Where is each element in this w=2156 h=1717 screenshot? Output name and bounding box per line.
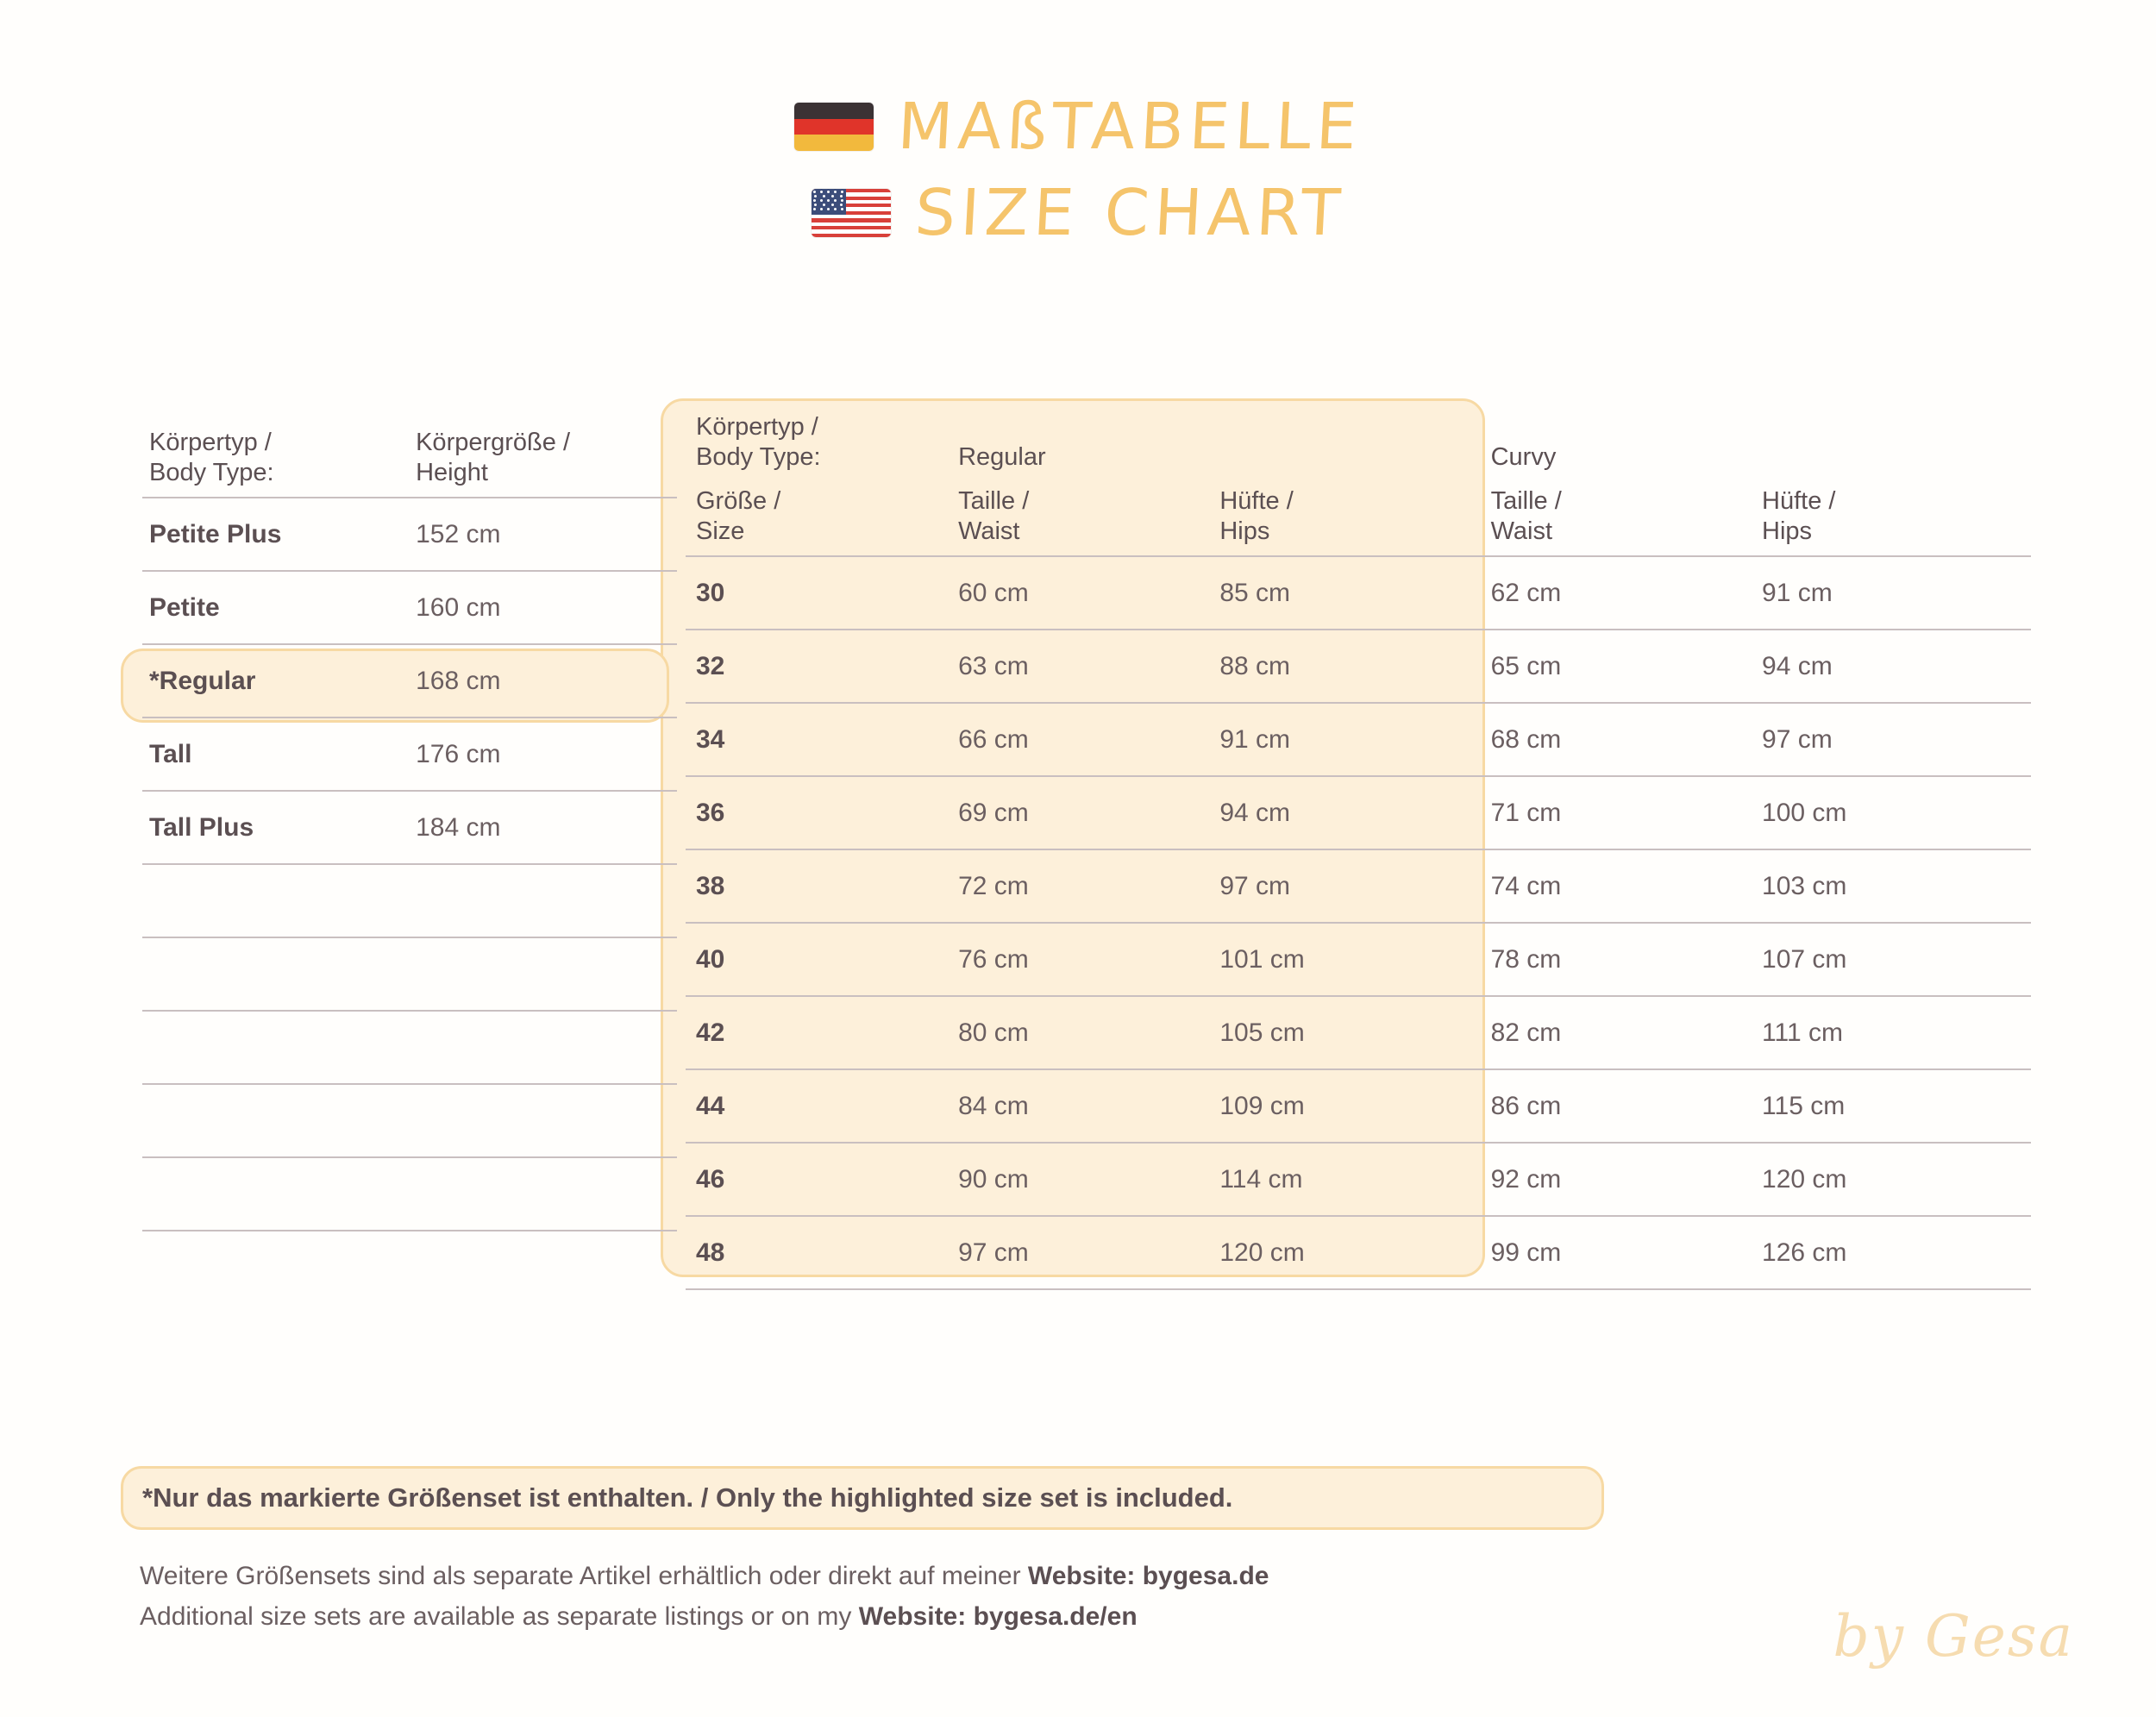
footer-line-en-prefix: Additional size sets are available as separate listings or on my [140, 1601, 859, 1631]
size-value: 44 [686, 1069, 958, 1143]
page-title-en: SIZE CHART [912, 176, 1347, 250]
size-value: 48 [686, 1216, 958, 1289]
table-row [686, 703, 2031, 776]
header-body-type-right-line1: Körpertyp / [696, 413, 818, 442]
body-type-label: *Regular [142, 644, 409, 718]
table-row [142, 791, 677, 864]
body-type-label: Tall [142, 718, 409, 791]
curvy-hips-value: 100 cm [1752, 776, 2031, 849]
included-set-note-text: *Nur das markierte Größenset ist enthalten. / Only the highlighted size set is included. [142, 1482, 1233, 1513]
regular-waist-value: 66 cm [958, 703, 1219, 776]
footer-line-en [140, 1597, 1692, 1638]
table-row [686, 923, 2031, 996]
title-block [0, 90, 2156, 267]
table-row-empty [142, 937, 677, 1011]
table-row [686, 849, 2031, 923]
title-row-english [0, 176, 2156, 250]
included-set-note [121, 1466, 1604, 1530]
curvy-hips-value: 103 cm [1752, 849, 2031, 923]
body-type-table [142, 405, 677, 1231]
curvy-hips-value: 120 cm [1752, 1143, 2031, 1216]
curvy-hips-value: 94 cm [1752, 630, 2031, 703]
brand-signature: by Gesa [1833, 1603, 2074, 1670]
table-row [686, 630, 2031, 703]
table-row-empty [142, 1011, 677, 1084]
table-row [142, 718, 677, 791]
table-row [686, 1216, 2031, 1289]
header-height-line1: Körpergröße / [416, 429, 571, 457]
size-value: 46 [686, 1143, 958, 1216]
header-body-type-line2: Body Type: [149, 459, 274, 487]
table-row [686, 1143, 2031, 1216]
header-body-type-line1: Körpertyp / [149, 429, 272, 457]
footer-line-de-website: Website: bygesa.de [1027, 1562, 1269, 1590]
size-value: 34 [686, 703, 958, 776]
header-height [409, 405, 677, 498]
curvy-waist-value: 86 cm [1481, 1069, 1752, 1143]
regular-hips-value: 105 cm [1219, 996, 1480, 1069]
table-row [686, 776, 2031, 849]
footer-line-de-prefix: Weitere Größensets sind als separate Artikel erhältlich oder direkt auf meiner [140, 1562, 1028, 1590]
header-size-line1: Größe / [696, 487, 781, 516]
header-regular-waist-line1: Taille / [958, 487, 1030, 516]
curvy-waist-value: 62 cm [1481, 556, 1752, 630]
regular-hips-value: 109 cm [1219, 1069, 1480, 1143]
regular-hips-value: 120 cm [1219, 1216, 1480, 1289]
size-value: 32 [686, 630, 958, 703]
table-row [686, 996, 2031, 1069]
curvy-waist-value: 65 cm [1481, 630, 1752, 703]
curvy-waist-value: 99 cm [1481, 1216, 1752, 1289]
curvy-hips-value: 115 cm [1752, 1069, 2031, 1143]
header-size-line2: Size [696, 517, 745, 546]
table-row [142, 498, 677, 571]
curvy-hips-value: 111 cm [1752, 996, 2031, 1069]
body-height-value: 168 cm [409, 644, 677, 718]
header-curvy-waist-line1: Taille / [1490, 487, 1562, 516]
header-regular-waist [958, 478, 1219, 556]
curvy-waist-value: 82 cm [1481, 996, 1752, 1069]
body-height-value: 160 cm [409, 571, 677, 644]
curvy-hips-value: 97 cm [1752, 703, 2031, 776]
curvy-hips-value: 107 cm [1752, 923, 2031, 996]
header-regular-hips-line2: Hips [1219, 517, 1270, 546]
size-value: 38 [686, 849, 958, 923]
body-type-label: Petite [142, 571, 409, 644]
header-height-line2: Height [416, 459, 488, 487]
curvy-waist-value: 92 cm [1481, 1143, 1752, 1216]
header-regular-waist-line2: Waist [958, 517, 1020, 546]
table-row-highlighted [142, 644, 677, 718]
table-row [686, 1069, 2031, 1143]
header-regular-hips-line1: Hüfte / [1219, 487, 1294, 516]
regular-waist-value: 80 cm [958, 996, 1219, 1069]
group-header-curvy: Curvy [1490, 443, 1557, 472]
table-row [142, 571, 677, 644]
header-curvy-waist [1481, 478, 1752, 556]
body-height-value: 152 cm [409, 498, 677, 571]
header-size [686, 478, 958, 556]
header-curvy-hips [1752, 478, 2031, 556]
regular-hips-value: 91 cm [1219, 703, 1480, 776]
size-value: 30 [686, 556, 958, 630]
body-height-value: 184 cm [409, 791, 677, 864]
footer-line-de [140, 1557, 1692, 1597]
size-value: 40 [686, 923, 958, 996]
regular-waist-value: 76 cm [958, 923, 1219, 996]
regular-hips-value: 85 cm [1219, 556, 1480, 630]
regular-waist-value: 63 cm [958, 630, 1219, 703]
table-header-row [142, 405, 677, 498]
group-header-regular: Regular [958, 443, 1046, 472]
curvy-waist-value: 74 cm [1481, 849, 1752, 923]
table-row-empty [142, 864, 677, 937]
curvy-hips-value: 91 cm [1752, 556, 2031, 630]
curvy-hips-value: 126 cm [1752, 1216, 2031, 1289]
regular-hips-value: 101 cm [1219, 923, 1480, 996]
page-title-de: MAßTABELLE [895, 90, 1364, 164]
regular-waist-value: 60 cm [958, 556, 1219, 630]
footer-text [140, 1557, 1692, 1637]
group-header-row [686, 405, 2031, 478]
curvy-waist-value: 71 cm [1481, 776, 1752, 849]
german-flag-icon [794, 103, 874, 151]
size-value: 36 [686, 776, 958, 849]
title-row-german [0, 90, 2156, 164]
column-header-row [686, 478, 2031, 556]
table-row-empty [142, 1084, 677, 1157]
regular-waist-value: 90 cm [958, 1143, 1219, 1216]
header-body-type-right [686, 405, 958, 478]
table-row [686, 556, 2031, 630]
body-height-value: 176 cm [409, 718, 677, 791]
regular-hips-value: 94 cm [1219, 776, 1480, 849]
curvy-waist-value: 78 cm [1481, 923, 1752, 996]
header-curvy-hips-line1: Hüfte / [1762, 487, 1836, 516]
measurements-table [686, 405, 2031, 1290]
header-curvy-waist-line2: Waist [1490, 517, 1553, 546]
regular-waist-value: 72 cm [958, 849, 1219, 923]
regular-waist-value: 69 cm [958, 776, 1219, 849]
header-body-type [142, 405, 409, 498]
group-header-curvy-spacer [1752, 405, 2031, 478]
body-type-label: Tall Plus [142, 791, 409, 864]
tables-area [0, 405, 2156, 1319]
curvy-waist-value: 68 cm [1481, 703, 1752, 776]
header-body-type-right-line2: Body Type: [696, 443, 821, 472]
us-flag-icon [812, 189, 891, 237]
regular-hips-value: 88 cm [1219, 630, 1480, 703]
footer-line-en-website: Website: bygesa.de/en [858, 1601, 1138, 1631]
header-regular-hips [1219, 478, 1480, 556]
regular-waist-value: 97 cm [958, 1216, 1219, 1289]
regular-hips-value: 114 cm [1219, 1143, 1480, 1216]
table-row-empty [142, 1157, 677, 1231]
group-header-regular-spacer [1219, 405, 1480, 478]
regular-waist-value: 84 cm [958, 1069, 1219, 1143]
regular-hips-value: 97 cm [1219, 849, 1480, 923]
body-type-label: Petite Plus [142, 498, 409, 571]
size-value: 42 [686, 996, 958, 1069]
header-curvy-hips-line2: Hips [1762, 517, 1813, 546]
